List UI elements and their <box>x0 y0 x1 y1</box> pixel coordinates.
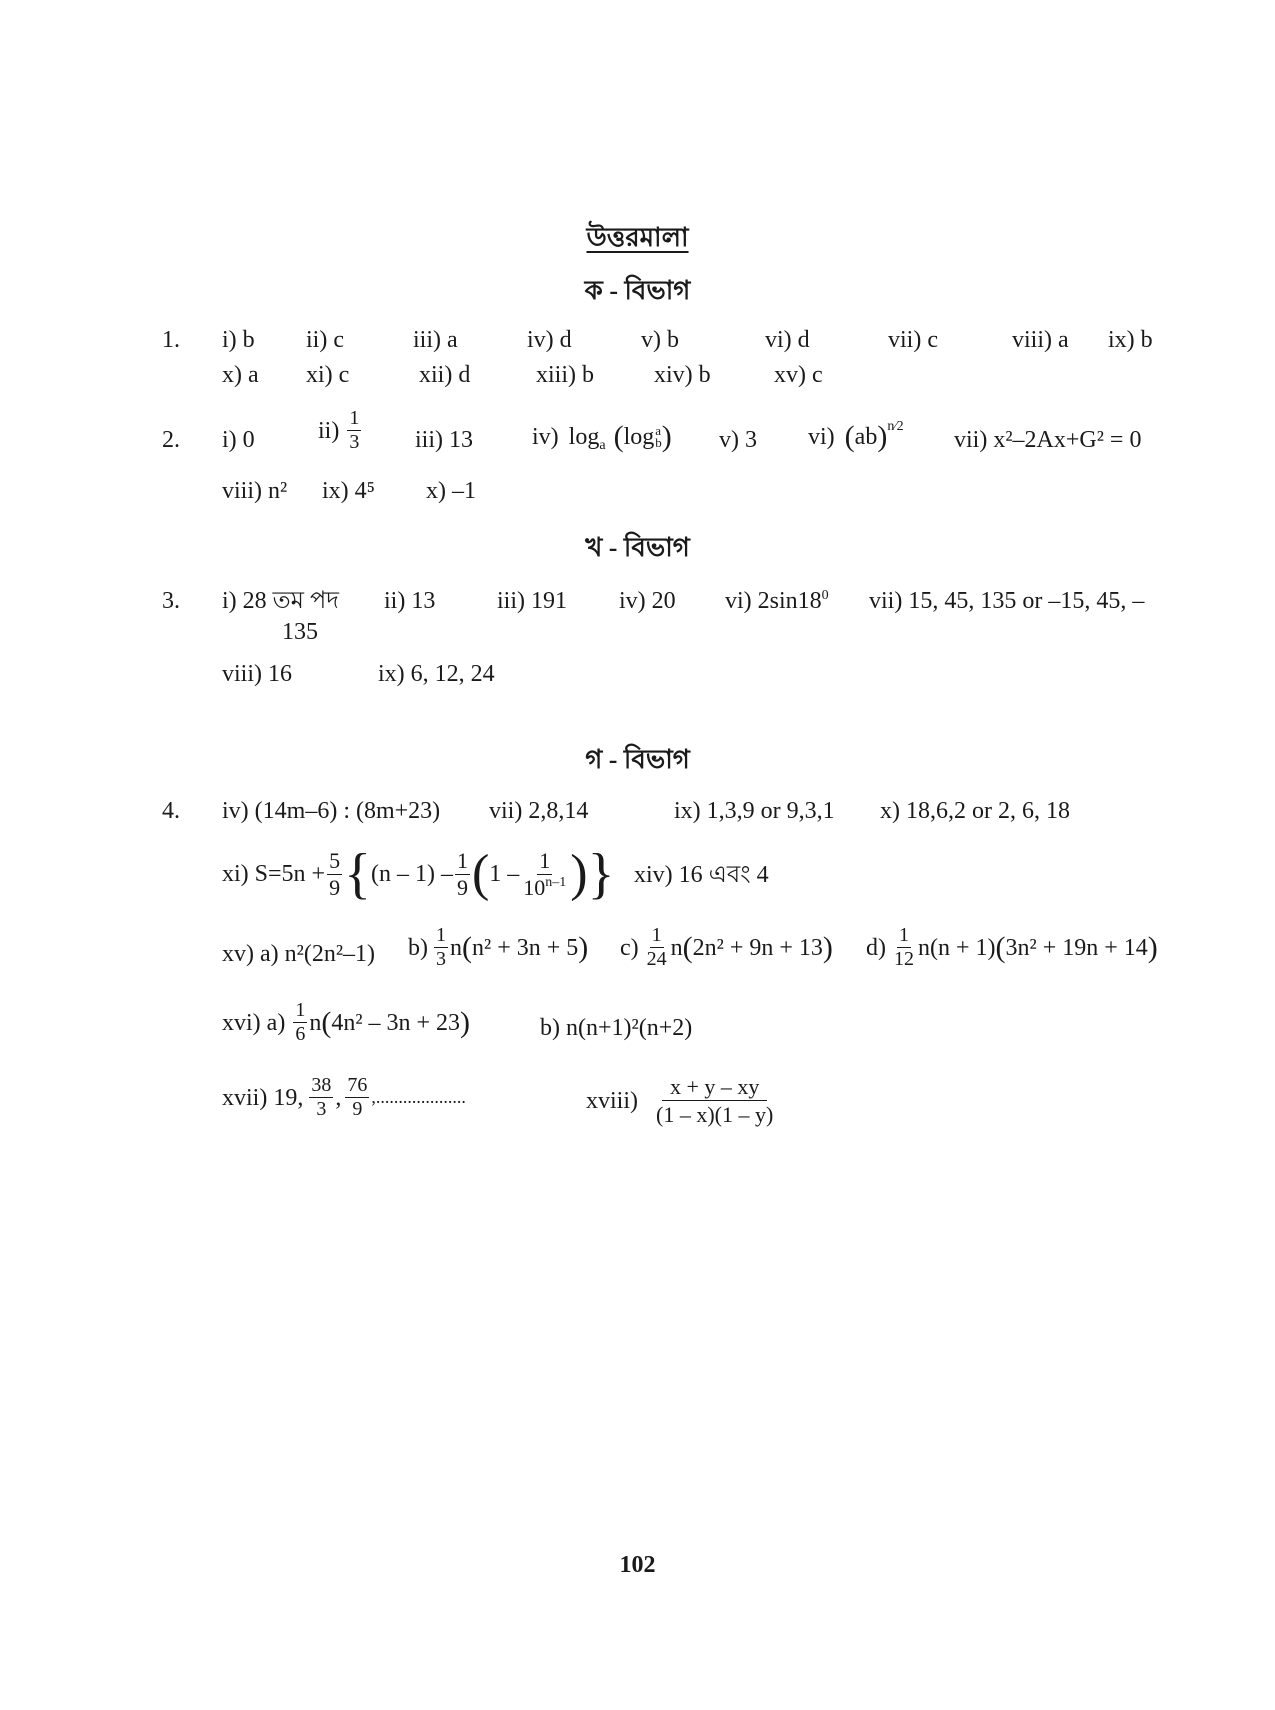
q2-answer-x: x) –1 <box>426 478 476 504</box>
xviii-label: xviii) <box>586 1087 638 1114</box>
fraction-numerator: 1 <box>295 999 306 1021</box>
question-number-3: 3. <box>162 588 180 614</box>
xv-d-inner: 3n² + 19n + 14 <box>1005 934 1148 961</box>
section-ga-heading: গ - বিভাগ <box>585 745 690 774</box>
xi-fraction-5-9 <box>327 849 342 898</box>
xv-d-fraction <box>892 925 916 970</box>
xv-c-fraction <box>645 925 669 970</box>
open-paren: ( <box>471 845 490 902</box>
open-paren: ( <box>682 930 693 964</box>
close-paren: ) <box>460 1005 471 1039</box>
xv-c-label: c) <box>620 934 639 961</box>
q2-vi-base: ab <box>854 424 878 450</box>
log-superscript: a <box>655 422 662 438</box>
xv-b-inner: n² + 3n + 5 <box>472 934 579 961</box>
xvii-label: xvii) 19, <box>222 1084 304 1111</box>
power-exponent: n–1 <box>545 874 567 890</box>
close-paren: ) <box>661 420 672 453</box>
power-base: 10 <box>523 874 546 900</box>
section-ka-heading: ক - বিভাগ <box>584 276 691 305</box>
xv-b-expr: n <box>450 934 462 961</box>
q2-answer-i: i) 0 <box>222 427 255 453</box>
q1-answer: xiv) b <box>654 362 711 388</box>
fraction-denominator: 3 <box>436 948 446 970</box>
comma: , <box>335 1084 342 1111</box>
q2-answer-vi <box>808 419 904 453</box>
fraction-denominator: 12 <box>894 948 914 970</box>
close-brace: } <box>587 843 615 905</box>
q2-vi-exponent: n⁄2 <box>887 419 904 434</box>
xvi-a-fraction <box>293 1000 307 1045</box>
q2-answer-v: v) 3 <box>719 427 757 453</box>
close-paren: ) <box>822 930 833 964</box>
xi-fraction-1-over-10 <box>521 849 568 898</box>
open-paren: ( <box>844 420 855 453</box>
close-paren: ) <box>877 420 888 453</box>
q3-answer-ix: ix) 6, 12, 24 <box>378 661 495 687</box>
q2-answer-iii: iii) 13 <box>415 427 473 453</box>
fraction-denominator: 9 <box>329 874 341 900</box>
q1-answer: xv) c <box>774 362 823 388</box>
open-paren: ( <box>462 930 472 964</box>
q2-ii-fraction <box>347 408 361 453</box>
q1-answer: ix) b <box>1108 327 1153 353</box>
page-number: 102 <box>619 1552 656 1578</box>
xv-b-fraction <box>434 925 448 970</box>
q1-answer: iv) d <box>527 327 572 353</box>
open-paren: ( <box>995 930 1006 964</box>
fraction-denominator: 9 <box>456 874 468 900</box>
q4-answer-xv-b <box>408 925 588 970</box>
q1-answer: xiii) b <box>536 362 594 388</box>
xi-fraction-1-9 <box>455 849 470 898</box>
q1-answer: iii) a <box>413 327 458 353</box>
q3-vi-text: vi) 2sin18 <box>725 588 822 614</box>
q3-answer-vii-continued: 135 <box>282 619 318 645</box>
q4-answer-xvii <box>222 1075 466 1120</box>
q4-answer-xi <box>222 838 615 910</box>
question-number-4: 4. <box>162 798 180 824</box>
q2-answer-iv <box>532 422 672 452</box>
xvii-ellipsis: ,.................... <box>371 1087 466 1107</box>
xvi-a-expr: n <box>309 1009 322 1036</box>
log-subscript: b <box>655 435 662 450</box>
q4-answer-ix: ix) 1,3,9 or 9,3,1 <box>674 798 835 824</box>
q1-answer: ii) c <box>306 327 344 353</box>
fraction-numerator: 1 <box>651 924 662 946</box>
xv-d-expr: n(n + 1) <box>918 934 996 961</box>
fraction-numerator: 1 <box>349 407 360 429</box>
fraction-numerator: 76 <box>347 1074 368 1096</box>
page-title <box>0 225 1275 251</box>
xvi-a-label: xvi) a) <box>222 1009 286 1036</box>
fraction-numerator: 38 <box>311 1074 332 1096</box>
q2-ii-label: ii) <box>318 417 340 444</box>
fraction-denominator: 3 <box>349 431 360 453</box>
open-brace: { <box>344 843 371 905</box>
close-paren: ) <box>570 845 588 902</box>
fraction-numerator: 1 <box>436 924 446 946</box>
fraction-denominator: 24 <box>646 948 667 970</box>
q2-answer-viii: viii) n² <box>222 478 288 504</box>
q1-answer: v) b <box>641 327 679 353</box>
q3-answer-ii: ii) 13 <box>384 588 436 614</box>
q3-answer-vii: vii) 15, 45, 135 or –15, 45, – <box>869 588 1145 614</box>
q1-answer: i) b <box>222 327 255 353</box>
fraction-numerator: x + y – xy <box>662 1075 767 1101</box>
q3-answer-iii: iii) 191 <box>497 588 567 614</box>
xi-label: xi) S=5n + <box>222 861 326 887</box>
q4-answer-vii: vii) 2,8,14 <box>489 798 589 824</box>
q3-answer-viii: viii) 16 <box>222 661 292 687</box>
close-paren: ) <box>1147 930 1158 964</box>
q4-answer-iv: iv) (14m–6) : (8m+23) <box>222 798 441 824</box>
q1-answer: xi) c <box>306 362 350 388</box>
xvi-a-inner: 4n² – 3n + 23 <box>331 1009 461 1036</box>
fraction-denominator: (1 – x)(1 – y) <box>656 1102 774 1128</box>
xviii-fraction <box>648 1075 781 1126</box>
open-paren: ( <box>613 420 624 453</box>
q1-answer: x) a <box>222 362 259 388</box>
q2-iv-label: iv) <box>532 424 559 450</box>
xv-b-label: b) <box>408 934 428 961</box>
q2-answer-ix: ix) 4⁵ <box>322 478 376 504</box>
q3-answer-vi <box>725 589 829 613</box>
answers-title: উত্তরমালা <box>586 223 689 252</box>
xi-one-minus: 1 – <box>489 861 520 887</box>
log-text-inner: log <box>623 424 655 450</box>
fraction-numerator: 5 <box>329 848 341 874</box>
question-number-1: 1. <box>162 327 180 353</box>
q1-answer: viii) a <box>1012 327 1069 353</box>
log-base: a <box>599 438 606 453</box>
xi-middle: (n – 1) – <box>370 861 453 887</box>
q1-answer: vii) c <box>888 327 938 353</box>
fraction-numerator: 1 <box>456 848 468 874</box>
fraction-numerator: 1 <box>899 924 909 946</box>
q4-answer-xiv: xiv) 16 এবং 4 <box>634 862 769 888</box>
q2-answer-ii <box>318 408 363 453</box>
q3-answer-i: i) 28 তম পদ <box>222 588 339 614</box>
q4-answer-xv-d <box>866 925 1158 970</box>
xv-c-expr: n <box>670 934 683 961</box>
xvii-fraction-38-3 <box>309 1075 333 1120</box>
q1-answer: xii) d <box>419 362 471 388</box>
q4-answer-x: x) 18,6,2 or 2, 6, 18 <box>880 798 1070 824</box>
fraction-numerator: 1 <box>539 848 551 874</box>
close-paren: ) <box>578 930 589 964</box>
xv-c-inner: 2n² + 9n + 13 <box>692 934 823 961</box>
q2-vi-label: vi) <box>808 424 835 450</box>
fraction-denominator: 9 <box>352 1098 363 1120</box>
log-text: log <box>568 424 600 450</box>
fraction-denominator: 6 <box>295 1023 306 1045</box>
q4-answer-xvi-b: b) n(n+1)²(n+2) <box>540 1015 693 1041</box>
fraction-denominator: 3 <box>316 1098 327 1120</box>
open-paren: ( <box>321 1005 332 1039</box>
q3-answer-iv: iv) 20 <box>619 588 676 614</box>
q4-answer-xv-c <box>620 925 833 970</box>
question-number-2: 2. <box>162 427 180 453</box>
section-kha-heading: খ - বিভাগ <box>585 533 690 562</box>
degree-sup: 0 <box>821 588 829 603</box>
q1-answer: vi) d <box>765 327 810 353</box>
xvii-fraction-76-9 <box>345 1075 369 1120</box>
q2-answer-vii: vii) x²–2Ax+G² = 0 <box>954 427 1142 453</box>
q4-answer-xvi-a <box>222 1000 470 1045</box>
q4-answer-xv-a: xv) a) n²(2n²–1) <box>222 941 376 967</box>
fraction-denominator <box>521 875 568 899</box>
q4-answer-xviii <box>586 1075 783 1126</box>
xv-d-label: d) <box>866 934 886 961</box>
